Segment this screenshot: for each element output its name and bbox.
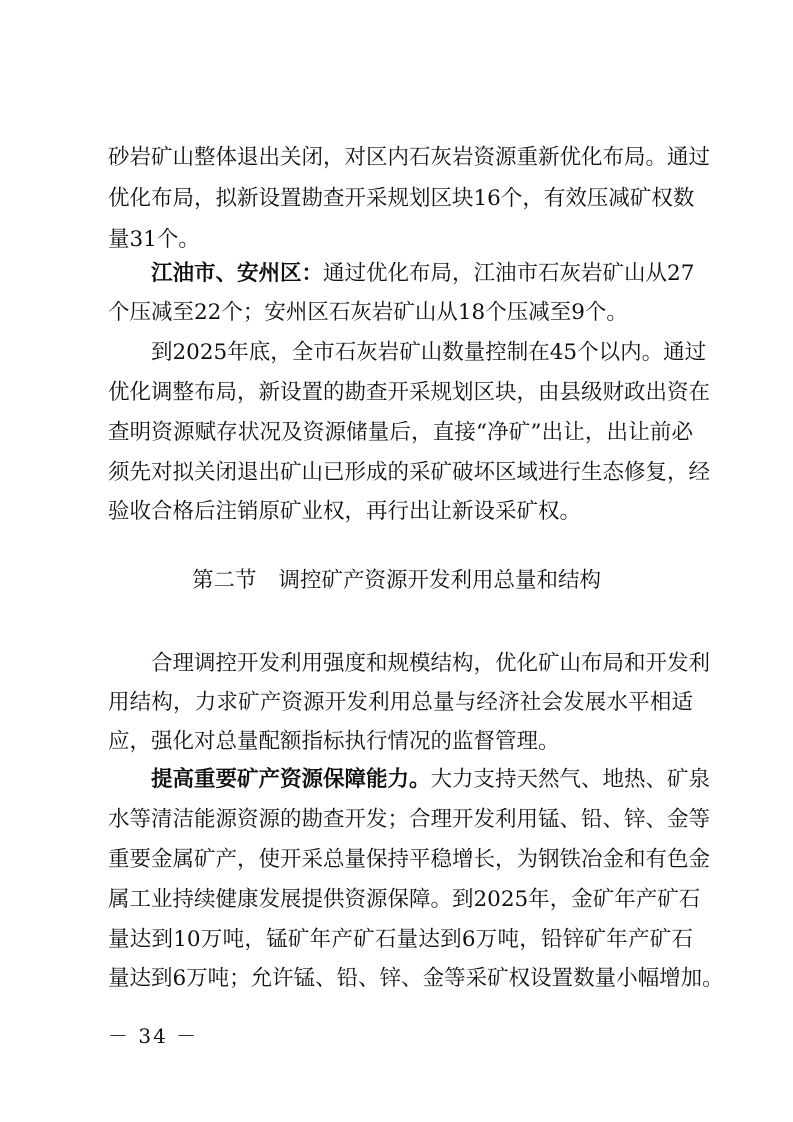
paragraph-line: 验收合格后注销原矿业权，再行出让新设采矿权。 <box>108 499 582 524</box>
page-number: － 34 － <box>108 1024 199 1048</box>
paragraph-line: 优化布局，拟新设置勘查开采规划区块16个，有效压减矿权数 <box>108 186 695 211</box>
paragraph-line <box>151 765 711 795</box>
paragraph-text: 通过优化布局，江油市石灰岩矿山从27 <box>323 261 695 286</box>
paragraph-line: 应，强化对总量配额指标执行情况的监督管理。 <box>108 729 560 754</box>
paragraph-line: 查明资源赋存状况及资源储量后，直接“净矿”出让，出让前必 <box>108 420 693 445</box>
bold-lead: 江油市、安州区： <box>151 261 324 286</box>
paragraph-line: 量31个。 <box>108 227 200 252</box>
section-title: 调控矿产资源开发利用总量和结构 <box>278 568 602 593</box>
paragraph-text: 大力支持天然气、地热、矿泉 <box>430 767 711 792</box>
section-number: 第二节 <box>191 568 257 593</box>
paragraph-line: 到2025年底，全市石灰岩矿山数量控制在45个以内。通过 <box>151 340 707 365</box>
paragraph-line <box>151 259 693 289</box>
bold-lead: 提高重要矿产资源保障能力。 <box>151 767 431 792</box>
paragraph-line: 重要金属矿产，使开采总量保持平稳增长，为钢铁冶金和有色金 <box>108 847 711 872</box>
paragraph-line: 量达到6万吨；允许锰、铅、锌、金等采矿权设置数量小幅增加。 <box>108 966 724 991</box>
paragraph-line: 量达到10万吨，锰矿年产矿石量达到6万吨，铅锌矿年产矿石 <box>108 927 693 952</box>
paragraph-line: 属工业持续健康发展提供资源保障。到2025年，金矿年产矿石 <box>108 887 701 912</box>
paragraph-line: 优化调整布局，新设置的勘查开采规划区块，由县级财政出资在 <box>108 380 711 405</box>
paragraph-line: 须先对拟关闭退出矿山已形成的采矿破坏区域进行生态修复，经 <box>108 460 711 485</box>
section-heading <box>0 566 793 596</box>
paragraph-line: 砂岩矿山整体退出关闭，对区内石灰岩资源重新优化布局。通过 <box>108 145 711 170</box>
paragraph-line: 合理调控开发利用强度和规模结构，优化矿山布局和开发利 <box>151 651 711 676</box>
paragraph-line: 用结构，力求矿产资源开发利用总量与经济社会发展水平相适 <box>108 690 693 715</box>
paragraph-line: 个压减至22个；安州区石灰岩矿山从18个压减至9个。 <box>108 300 628 325</box>
paragraph-line: 水等清洁能源资源的勘查开发；合理开发利用锰、铅、锌、金等 <box>108 807 711 832</box>
